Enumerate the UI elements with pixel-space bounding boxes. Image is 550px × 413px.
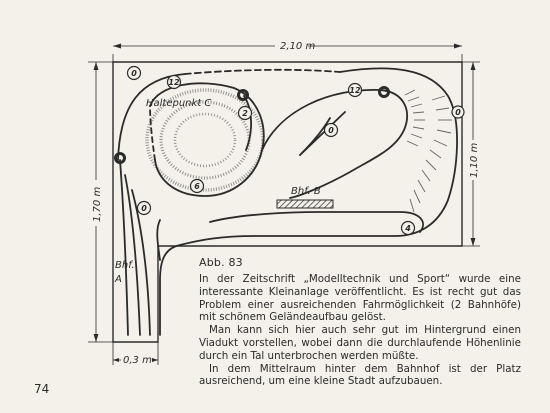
body-text bbox=[199, 273, 521, 388]
radius-mark bbox=[402, 222, 415, 235]
radius-mark-label: 12 bbox=[168, 78, 180, 87]
radius-mark bbox=[452, 106, 464, 118]
station-b-platform bbox=[277, 200, 333, 208]
radius-mark-label: 2 bbox=[242, 109, 248, 118]
dimension-bottom bbox=[113, 342, 158, 366]
dimension-width-label: 2,10 m bbox=[280, 41, 316, 52]
radius-mark bbox=[239, 107, 252, 120]
paragraph: In der Zeitschrift „Modelltechnik und Sport“ wurde eine interessante Kleinanlage veröffentlicht. Es ist recht gut das Problem einer ausreichenden Fahrmöglichkeit (2 Bahnhöfe) mit schönem Geländeaufbau gelöst. bbox=[199, 273, 521, 324]
radius-mark bbox=[168, 76, 181, 89]
radius-mark bbox=[325, 124, 338, 137]
station-a-label-line1: Bhf. bbox=[115, 260, 135, 271]
figure-caption: Abb. 83 bbox=[199, 256, 243, 269]
radius-mark-label: 0 bbox=[141, 204, 147, 213]
radius-mark-label: 6 bbox=[194, 182, 200, 191]
radius-mark bbox=[349, 84, 362, 97]
right-hill-hatching bbox=[405, 90, 452, 212]
dimension-width bbox=[113, 41, 462, 62]
dimension-height-right bbox=[462, 62, 480, 246]
station-a-label-line2: A bbox=[115, 274, 122, 285]
radius-mark bbox=[138, 202, 151, 215]
radius-mark bbox=[128, 67, 141, 80]
dimension-height-left-label: 1,70 m bbox=[92, 186, 103, 222]
page-number: 74 bbox=[34, 382, 50, 396]
dimension-height-right-label: 1,10 m bbox=[469, 142, 480, 178]
paragraph: Man kann sich hier auch sehr gut im Hintergrund einen Viadukt vorstellen, wobei dann die durchlaufende Höhenlinie durch ein Tal unterbrochen werden müßte. bbox=[199, 324, 521, 362]
paragraph: In dem Mittelraum hinter dem Bahnhof ist der Platz ausreichend, um eine kleine Stadt aufzubauen. bbox=[199, 362, 521, 388]
radius-mark-label: 12 bbox=[349, 86, 361, 95]
dimension-bottom-label: 0,3 m bbox=[123, 355, 152, 366]
radius-mark-label: 0 bbox=[455, 108, 461, 117]
radius-mark-label: 4 bbox=[405, 224, 411, 233]
radius-mark-label: 0 bbox=[131, 69, 137, 78]
radius-mark-label: 0 bbox=[328, 126, 334, 135]
station-b-label: Bhf. B bbox=[291, 186, 321, 197]
dimension-height-left bbox=[88, 62, 113, 342]
radius-mark bbox=[191, 180, 204, 193]
stop-c-label: Haltepunkt C bbox=[146, 98, 212, 109]
